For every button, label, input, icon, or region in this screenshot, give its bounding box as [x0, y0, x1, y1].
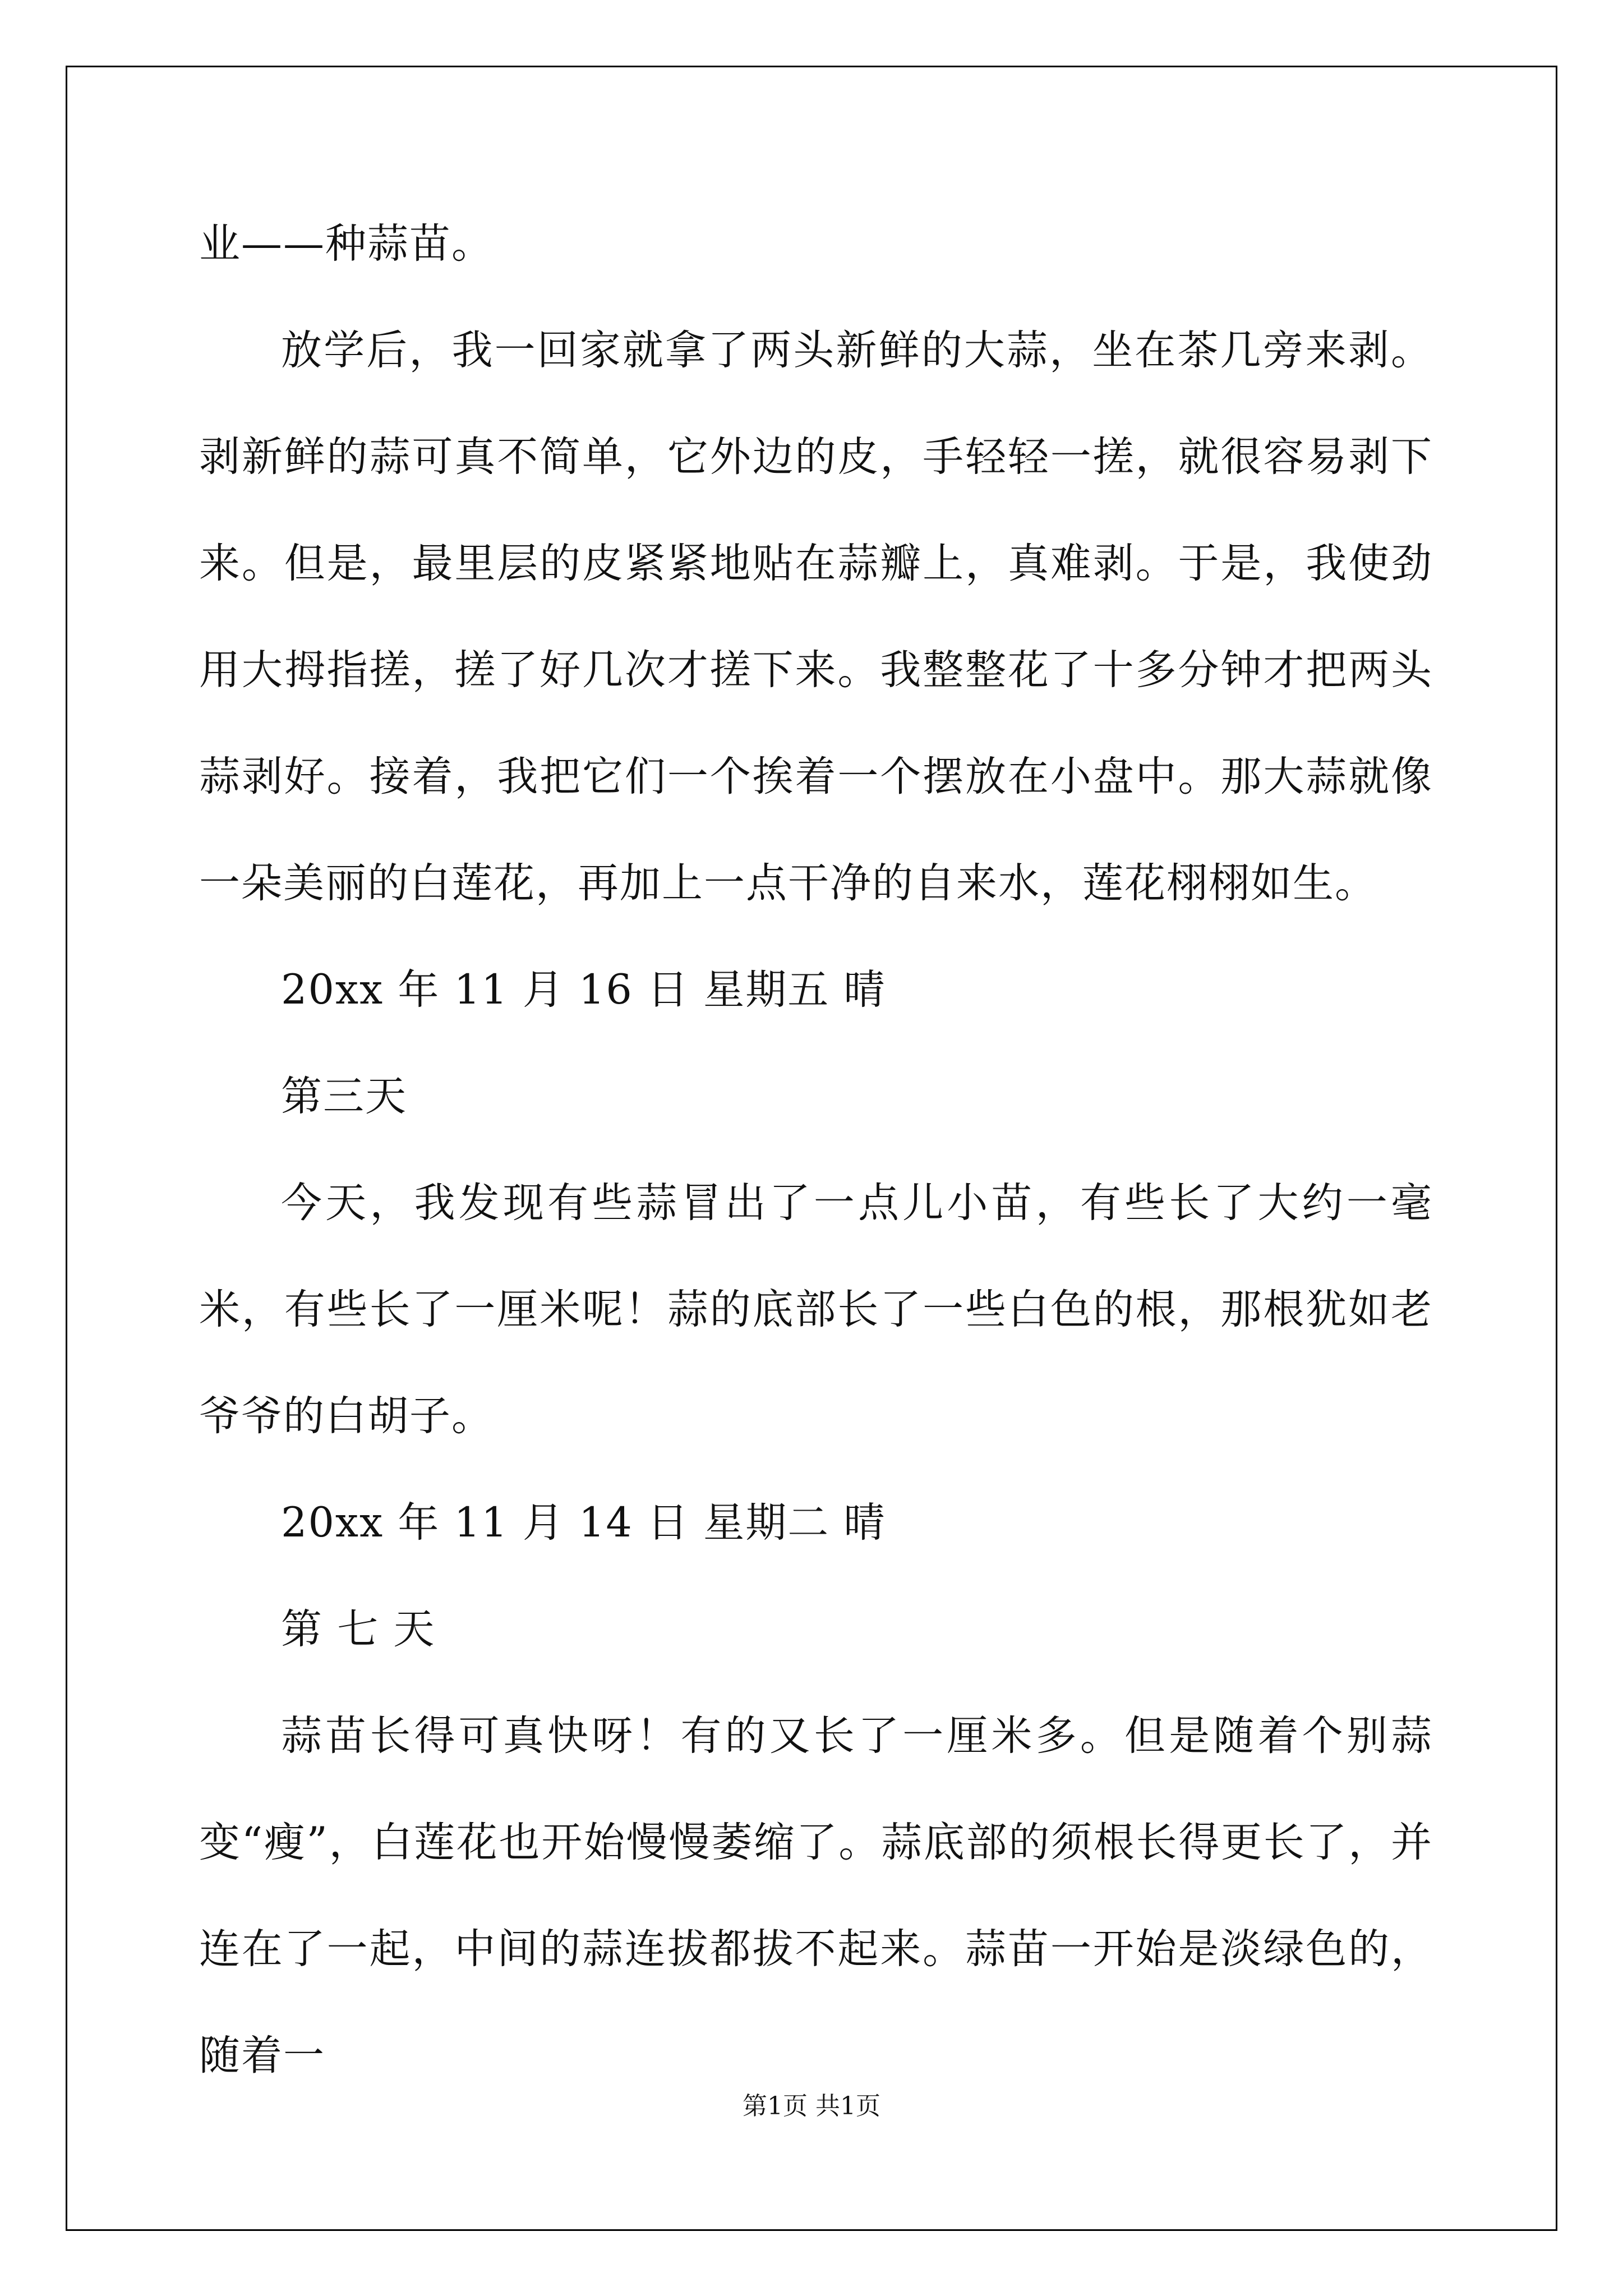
- paragraph-4: 蒜苗长得可真快呀！有的又长了一厘米多。但是随着个别蒜变“瘦”，白莲花也开始慢慢萎缩了。蒜底部的须根长得更长了，并连在了一起，中间的蒜连拔都拔不起来。蒜苗一开始是淡绿色的，随着一: [199, 1712, 1433, 2079]
- document-body: [199, 191, 1433, 2109]
- date-line-2: 20xx 年 11 月 14 日 星期二 晴: [281, 1499, 886, 1547]
- date-line-1: 20xx 年 11 月 16 日 星期五 晴: [281, 966, 886, 1014]
- day-heading-7: 第 七 天: [281, 1605, 436, 1653]
- day-heading-3: 第三天: [281, 1073, 407, 1120]
- paragraph-2: 放学后，我一回家就拿了两头新鲜的大蒜，坐在茶几旁来剥。剥新鲜的蒜可真不简单，它外边的皮，手轻轻一搓，就很容易剥下来。但是，最里层的皮紧紧地贴在蒜瓣上，真难剥。于是，我使劲用大拇指搓，搓了好几次才搓下来。我整整花了十多分钟才把两头蒜剥好。接着，我把它们一个挨着一个摆放在小盘中。那大蒜就像一朵美丽的白莲花，再加上一点干净的自来水，莲花栩栩如生。: [199, 326, 1433, 907]
- paragraph-1: 业——种蒜苗。: [199, 220, 494, 268]
- page-number-footer: 第1页 共1页: [743, 2092, 880, 2120]
- paragraph-3: 今天，我发现有些蒜冒出了一点儿小苗，有些长了大约一毫米，有些长了一厘米呢！蒜的底部长了一些白色的根，那根犹如老爷爷的白胡子。: [199, 1179, 1433, 1440]
